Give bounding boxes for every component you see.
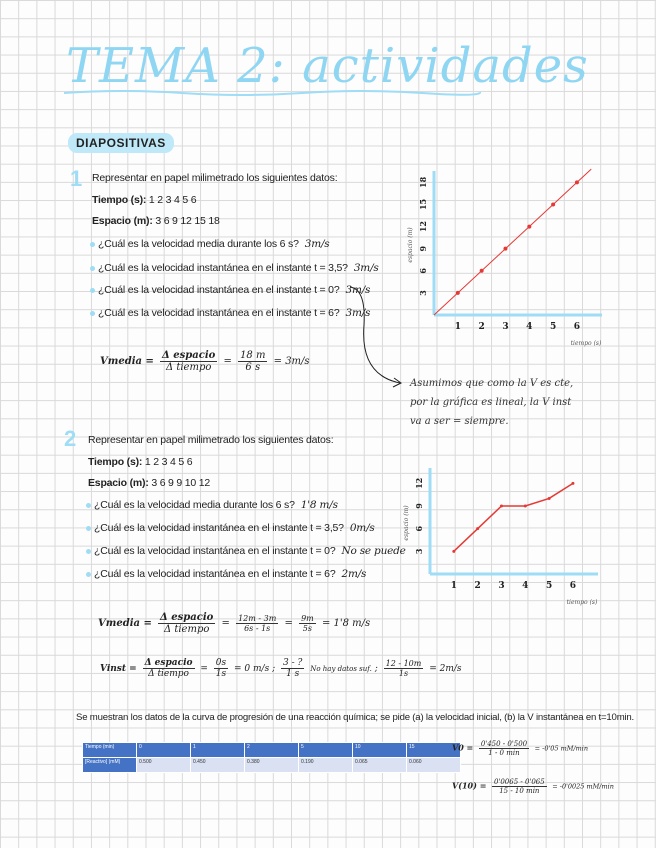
x-tick-label: 5 bbox=[545, 581, 553, 591]
ex3-formula-v0: V0 = $\frac{0'450 - 0'500}{1 - 0 \min}$ = -0'05 mM/min bbox=[452, 740, 589, 757]
y-tick-label: 6 bbox=[414, 525, 424, 532]
ex1-espacio-values: 3 6 9 12 15 18 bbox=[155, 215, 220, 227]
ex2-question-3: ¿Cuál es la velocidad instantánea en el instante t = 0? No se puede bbox=[94, 545, 406, 557]
ex1-answer-2: 3m/s bbox=[353, 262, 379, 274]
y-tick-label: 6 bbox=[418, 268, 428, 274]
ex1-tiempo-values: 1 2 3 4 5 6 bbox=[148, 194, 197, 206]
data-point bbox=[503, 247, 507, 251]
table-cell: 15 bbox=[407, 743, 461, 758]
ex2-question-1: ¿Cuál es la velocidad media durante los 6 s? 1'8 m/s bbox=[94, 499, 338, 511]
table-cell: Tiempo (min) bbox=[83, 743, 137, 758]
x-tick-label: 1 bbox=[454, 322, 461, 332]
exercise-number-2: 2 bbox=[64, 426, 77, 451]
section-label: DIAPOSITIVAS bbox=[68, 133, 174, 153]
note-arrow bbox=[348, 285, 408, 395]
ex2-tiempo-values: 1 2 3 4 5 6 bbox=[144, 456, 193, 468]
ex1-tiempo-row bbox=[92, 194, 196, 206]
x-tick-label: 5 bbox=[549, 322, 557, 332]
ex2-tiempo-row bbox=[88, 456, 192, 468]
x-tick-label: 1 bbox=[450, 581, 457, 591]
ex1-question-2: ¿Cuál es la velocidad instantánea en el instante t = 3,5? 3m/s bbox=[98, 262, 379, 274]
x-tick-label: 4 bbox=[522, 581, 529, 591]
y-tick-label: 3 bbox=[418, 290, 428, 296]
ex3-intro: Se muestran los datos de la curva de progresión de una reacción química; se pide (a) la velocidad inicial, (b) la V instantánea en t=10min. bbox=[76, 712, 635, 723]
table-cell: 5 bbox=[299, 743, 353, 758]
data-point bbox=[500, 505, 503, 508]
exercise-number-1: 1 bbox=[70, 166, 83, 191]
x-tick-label: 2 bbox=[474, 581, 481, 591]
table-cell: 0.380 bbox=[245, 758, 299, 773]
y-tick-label: 9 bbox=[414, 503, 424, 509]
x-tick-label: 6 bbox=[569, 581, 577, 591]
y-tick-label: 12 bbox=[414, 477, 424, 489]
table-cell: 2 bbox=[245, 743, 299, 758]
page-title: TEMA 2: actividades bbox=[66, 38, 589, 94]
ex2-espacio-label: Espacio (m): bbox=[88, 477, 149, 489]
y-tick-label: 3 bbox=[414, 548, 424, 555]
y-axis-label: espacio (m) bbox=[403, 505, 410, 541]
ex1-note: Asumimos que como la V es cte, por la gráfica es lineal, la V inst va a ser = siempre. bbox=[410, 378, 574, 427]
x-tick-label: 3 bbox=[498, 581, 505, 591]
ex1-question-4: ¿Cuál es la velocidad instantánea en el instante t = 6? 3m/s bbox=[98, 307, 371, 319]
ex2-tiempo-label: Tiempo (s): bbox=[88, 456, 143, 468]
ex1-espacio-label: Espacio (m): bbox=[92, 215, 153, 227]
ex1-formula: Vmedia = $\frac{\text{Δ espacio}}{\text{Δ tiempo}}$ = $\frac{18 m}{6 s}$ = 3m/s bbox=[100, 350, 310, 373]
ex2-answer-4: 2m/s bbox=[341, 568, 367, 580]
x-tick-label: 3 bbox=[502, 322, 509, 332]
ex1-question-1: ¿Cuál es la velocidad media durante los 6 s? 3m/s bbox=[98, 238, 330, 250]
table-cell: 0 bbox=[137, 743, 191, 758]
ex1-chart bbox=[400, 160, 610, 350]
table-cell: 0.190 bbox=[299, 758, 353, 773]
table-header-row bbox=[83, 743, 461, 758]
series-line bbox=[454, 483, 573, 551]
y-axis-label: espacio (m) bbox=[407, 227, 414, 263]
data-point bbox=[551, 202, 555, 206]
ex2-formula-inst: Vinst = $\frac{\text{Δ espacio}}{\text{Δ tiempo}}$ = $\frac{0s}{1s}$ = 0 m/s ; $\frac{3 - ?}{1 s}$ No hay datos suf. ; $\frac{12 - 10m}{1s}$ = 2m/s bbox=[100, 658, 462, 679]
y-tick-label: 15 bbox=[418, 198, 428, 211]
x-tick-label: 2 bbox=[478, 322, 485, 332]
ex3-formula-v10: V(10) = $\frac{0'0065 - 0'065}{15 - 10 \min}$ = -0'0025 mM/min bbox=[452, 778, 614, 795]
data-point bbox=[476, 527, 479, 530]
table-cell: 0.065 bbox=[353, 758, 407, 773]
x-axis-label: tiempo (s) bbox=[566, 599, 598, 606]
y-tick-label: 12 bbox=[418, 221, 428, 233]
ex1-answer-3: 3m/s bbox=[345, 284, 371, 296]
data-point bbox=[452, 550, 455, 553]
data-point bbox=[548, 497, 551, 500]
ex1-frac-2: $\frac{18 m}{6 s}$ bbox=[240, 350, 266, 373]
table-cell: 10 bbox=[353, 743, 407, 758]
data-point bbox=[480, 269, 484, 273]
table-row bbox=[83, 758, 461, 773]
ex1-answer-4: 3m/s bbox=[345, 307, 371, 319]
ex2-question-2: ¿Cuál es la velocidad instantánea en el instante t = 3,5? 0m/s bbox=[94, 522, 375, 534]
table-cell: [Reactivo] (mM) bbox=[83, 758, 137, 773]
ex2-answer-1: 1'8 m/s bbox=[300, 499, 338, 511]
table-cell: 0.500 bbox=[137, 758, 191, 773]
table-cell: 0.450 bbox=[191, 758, 245, 773]
ex1-answer-1: 3m/s bbox=[304, 238, 330, 250]
y-tick-label: 9 bbox=[418, 245, 428, 252]
ex1-tiempo-label: Tiempo (s): bbox=[92, 194, 147, 206]
table-cell: 0.060 bbox=[407, 758, 461, 773]
ex2-answer-3: No se puede bbox=[341, 545, 406, 557]
ex1-question-3: ¿Cuál es la velocidad instantánea en el instante t = 0? 3m/s bbox=[98, 284, 371, 296]
x-axis-label: tiempo (s) bbox=[570, 340, 602, 347]
ex1-intro: Representar en papel milimetrado los siguientes datos: bbox=[92, 172, 338, 184]
data-point bbox=[527, 225, 531, 229]
ex2-chart bbox=[400, 458, 610, 613]
reaction-table bbox=[82, 742, 461, 773]
ex1-espacio-row bbox=[92, 215, 220, 227]
ex2-espacio-values: 3 6 9 9 10 12 bbox=[151, 477, 211, 489]
ex1-frac-1: $\frac{\text{Δ espacio}}{\text{Δ tiempo}}$ bbox=[162, 350, 216, 373]
title-underline bbox=[62, 88, 482, 96]
ex2-question-4: ¿Cuál es la velocidad instantánea en el instante t = 6? 2m/s bbox=[94, 568, 367, 580]
data-point bbox=[456, 291, 460, 295]
x-tick-label: 4 bbox=[526, 322, 533, 332]
data-point bbox=[571, 482, 574, 485]
table-cell: 1 bbox=[191, 743, 245, 758]
ex2-intro: Representar en papel milimetrado los siguientes datos: bbox=[88, 434, 334, 446]
data-point bbox=[575, 180, 579, 184]
y-tick-label: 18 bbox=[418, 176, 428, 188]
ex2-espacio-row bbox=[88, 477, 210, 489]
ex2-answer-2: 0m/s bbox=[349, 522, 375, 534]
data-point bbox=[524, 505, 527, 508]
ex2-formula-media: Vmedia = $\frac{\text{Δ espacio}}{\text{Δ tiempo}}$ = $\frac{12m - 3m}{6s - 1s}$ = $\frac{9m}{5s}$ = 1'8 m/s bbox=[98, 612, 371, 635]
x-tick-label: 6 bbox=[573, 322, 581, 332]
